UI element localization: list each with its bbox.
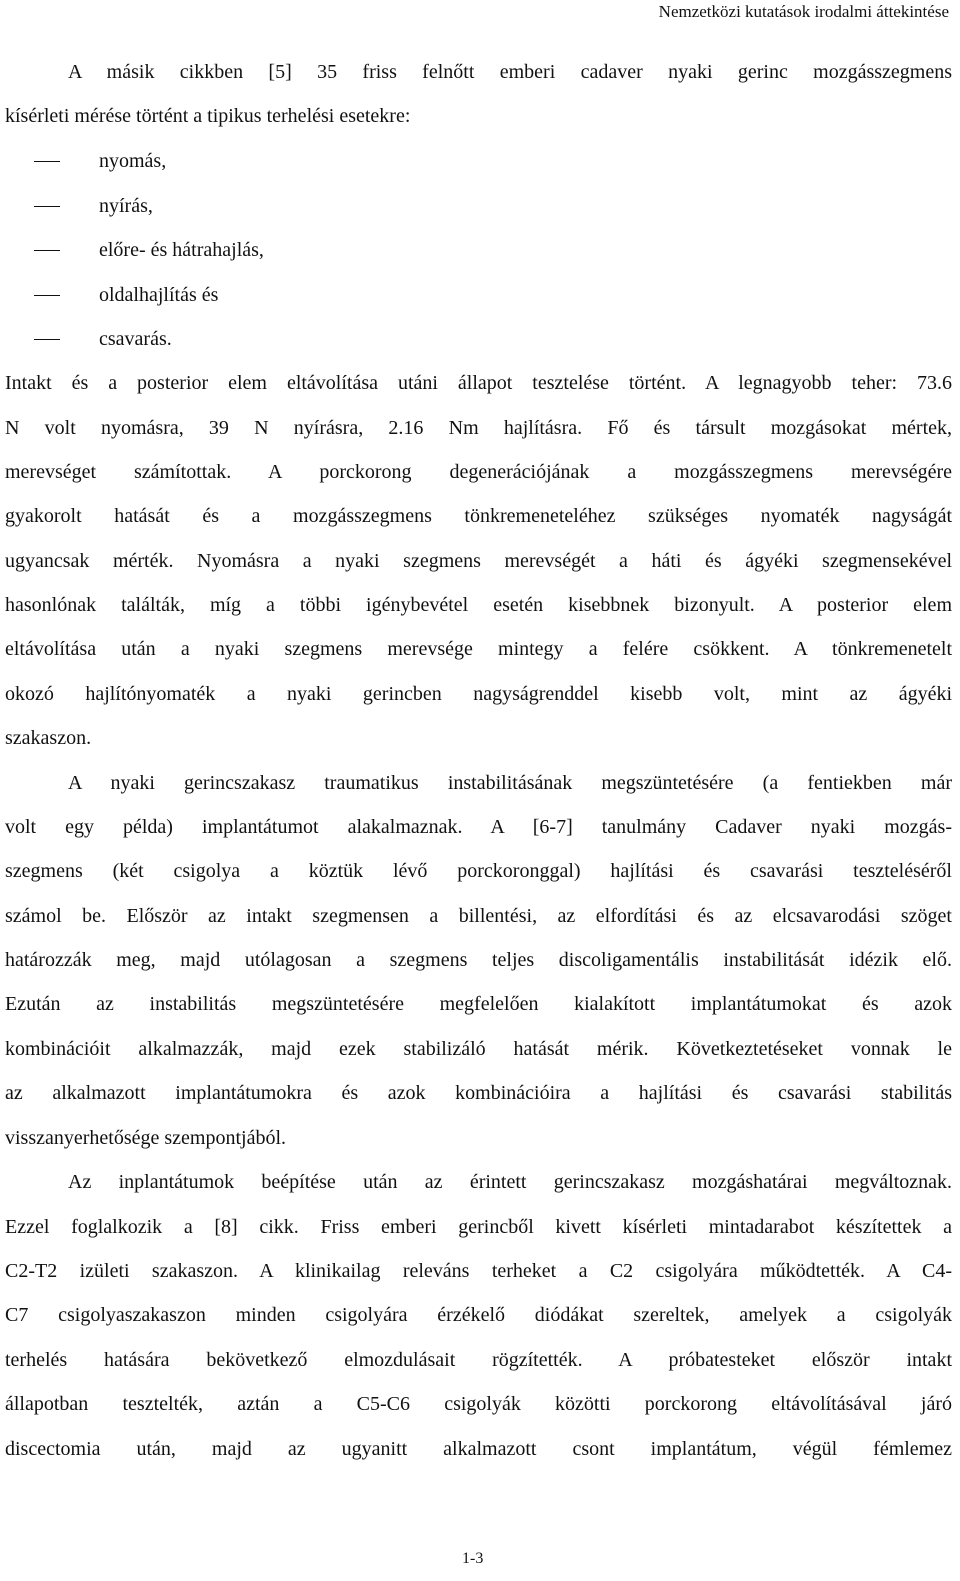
text-line: terhelés hatására bekövetkező elmozdulásait rögzítették. A próbatesteket először intakt <box>5 1349 952 1371</box>
text-line: merevséget számítottak. A porckorong degenerációjának a mozgásszegmens merevségére <box>5 461 952 483</box>
text-line: számol be. Először az intakt szegmensen a billentési, az elfordítási és az elcsavarodási szöget <box>5 905 952 927</box>
text-line: visszanyerhetősége szempontjából. <box>5 1127 287 1149</box>
text-line: eltávolítása után a nyaki szegmens merevsége mintegy a felére csökkent. A tönkremenetelt <box>5 638 952 660</box>
text-line: okozó hajlítónyomaték a nyaki gerincben nagyságrenddel kisebb volt, mint az ágyéki <box>5 683 952 705</box>
dash-bullet <box>34 339 60 341</box>
text-line: Intakt és a posterior elem eltávolítása utáni állapot tesztelése történt. A legnagyobb teher: 73.6 <box>5 372 952 394</box>
list-item-text: nyírás, <box>99 195 153 217</box>
text-line: kombinációit alkalmazzák, majd ezek stabilizáló hatását mérik. Következtetéseket vonnak le <box>5 1038 952 1060</box>
list-item <box>34 238 264 262</box>
text-line: szegmens (két csigolya a köztük lévő porckoronggal) hajlítási és csavarási teszteléséről <box>5 860 952 882</box>
list-item-text: oldalhajlítás és <box>99 284 219 306</box>
list-item-text: csavarás. <box>99 328 172 350</box>
text-line: Az inplantátumok beépítése után az érintett gerincszakasz mozgáshatárai megváltoznak. <box>68 1171 952 1193</box>
text-line: kísérleti mérése történt a tipikus terhelési esetekre: <box>5 105 411 127</box>
text-line: határozzák meg, majd utólagosan a szegmens teljes discoligamentális instabilitását idézik elő. <box>5 949 952 971</box>
text-line: volt egy példa) implantátumot alakalmaznak. A [6-7] tanulmány Cadaver nyaki mozgás- <box>5 816 952 838</box>
text-line: Ezzel foglalkozik a [8] cikk. Friss emberi gerincből kivett kísérleti mintadarabot készítettek a <box>5 1216 952 1238</box>
dash-bullet <box>34 295 60 297</box>
list-item <box>34 327 172 351</box>
list-item <box>34 194 153 218</box>
list-item-text: előre- és hátrahajlás, <box>99 239 264 261</box>
list-item <box>34 283 218 307</box>
dash-bullet <box>34 250 60 252</box>
text-line: ugyancsak mérték. Nyomásra a nyaki szegmens merevségét a háti és ágyéki szegmensekével <box>5 550 952 572</box>
text-line: szakaszon. <box>5 727 92 749</box>
text-line: az alkalmazott implantátumokra és azok kombinációira a hajlítási és csavarási stabilitás <box>5 1082 952 1104</box>
text-line: C2-T2 izületi szakaszon. A klinikailag releváns terheket a C2 csigolyára működtették. A C4- <box>5 1260 952 1282</box>
text-line: gyakorolt hatását és a mozgásszegmens tönkremeneteléhez szükséges nyomaték nagyságát <box>5 505 952 527</box>
list-item <box>34 149 166 173</box>
text-line: N volt nyomásra, 39 N nyírásra, 2.16 Nm hajlításra. Fő és társult mozgásokat mértek, <box>5 417 952 439</box>
text-line: A nyaki gerincszakasz traumatikus instabilitásának megszüntetésére (a fentiekben már <box>68 772 952 794</box>
dash-bullet <box>34 206 60 208</box>
text-line: A másik cikkben [5] 35 friss felnőtt emberi cadaver nyaki gerinc mozgásszegmens <box>68 61 952 83</box>
page-number: 1-3 <box>462 1550 484 1567</box>
text-line: C7 csigolyaszakaszon minden csigolyára érzékelő diódákat szereltek, amelyek a csigolyák <box>5 1304 952 1326</box>
text-line: hasonlónak találták, míg a többi igénybevétel esetén kisebbnek bizonyult. A posterior elem <box>5 594 952 616</box>
running-header: Nemzetközi kutatások irodalmi áttekintése <box>658 2 949 21</box>
text-line: állapotban tesztelték, aztán a C5-C6 csigolyák közötti porckorong eltávolításával járó <box>5 1393 952 1415</box>
text-line: discectomia után, majd az ugyanitt alkalmazott csont implantátum, végül fémlemez <box>5 1438 952 1460</box>
text-line: Ezután az instabilitás megszüntetésére megfelelően kialakított implantátumokat és azok <box>5 993 952 1015</box>
list-item-text: nyomás, <box>99 150 167 172</box>
dash-bullet <box>34 161 60 163</box>
